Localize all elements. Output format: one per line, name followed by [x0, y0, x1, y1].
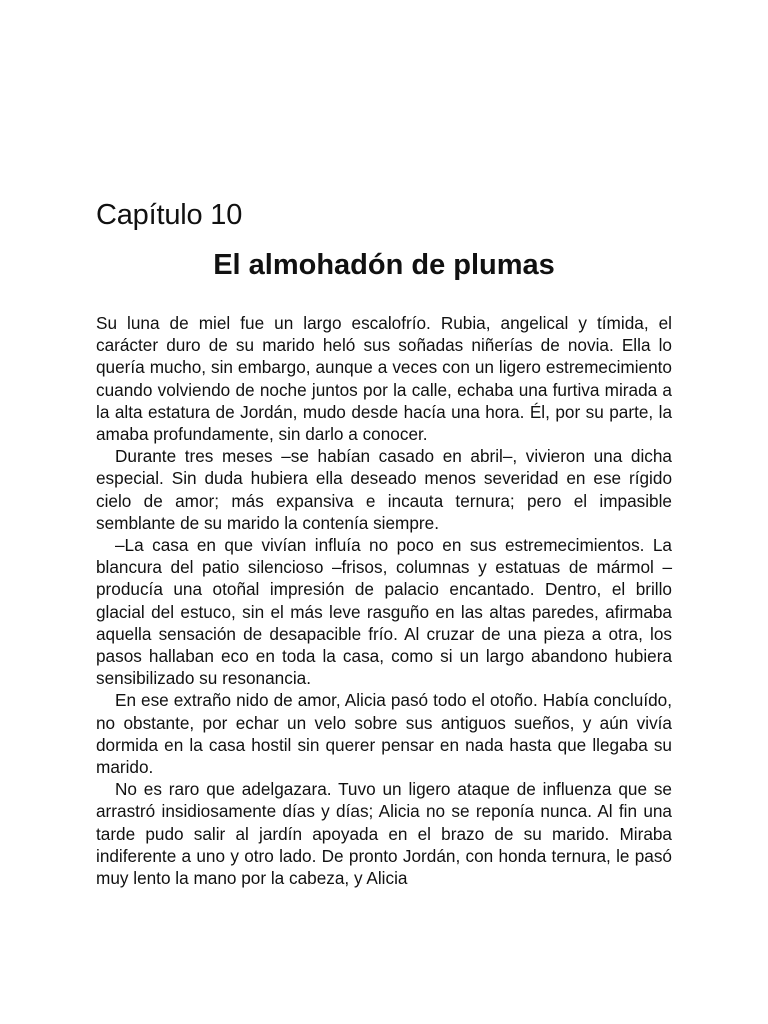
paragraph-1: Su luna de miel fue un largo escalofrío. Rubia, angelical y tímida, el carácter duro de su marido heló sus soñadas niñerías de novia. Ella lo quería mucho, sin embargo, aunque a veces con un ligero estremecimiento cuando volviendo de noche juntos por la calle, echaba una furtiva mirada a la alta estatura de Jordán, mudo desde hacía una hora. Él, por su parte, la amaba profundamente, sin darlo a conocer. — [96, 313, 672, 445]
book-page — [96, 196, 672, 889]
paragraph-5: No es raro que adelgazara. Tuvo un ligero ataque de influenza que se arrastró insidiosamente días y días; Alicia no se reponía nunca. Al fin una tarde pudo salir al jardín apoyada en el brazo de su marido. Miraba indiferente a uno y otro lado. De pronto Jordán, con honda ternura, le pasó muy lento la mano por la cabeza, y Alicia — [96, 779, 672, 889]
paragraph-3: –La casa en que vivían influía no poco en sus estremecimientos. La blancura del patio silencioso –frisos, columnas y estatuas de mármol –producía una otoñal impresión de palacio encantado. Dentro, el brillo glacial del estuco, sin el más leve rasguño en las altas paredes, afirmaba aquella sensación de desapacible frío. Al cruzar de una pieza a otra, los pasos hallaban eco en toda la casa, como si un largo abandono hubiera sensibilizado su resonancia. — [96, 535, 672, 689]
paragraph-2: Durante tres meses –se habían casado en abril–, vivieron una dicha especial. Sin duda hubiera ella deseado menos severidad en ese rígido cielo de amor; más expansiva e incauta ternura; pero el impasible semblante de su marido la contenía siempre. — [96, 446, 672, 533]
chapter-label: Capítulo 10 — [96, 199, 243, 231]
chapter-body — [96, 312, 672, 889]
paragraph-4: En ese extraño nido de amor, Alicia pasó todo el otoño. Había concluído, no obstante, por echar un velo sobre sus antiguos sueños, y aún vivía dormida en la casa hostil sin querer pensar en nada hasta que llegaba su marido. — [96, 690, 672, 778]
chapter-title: El almohadón de plumas — [213, 249, 555, 281]
